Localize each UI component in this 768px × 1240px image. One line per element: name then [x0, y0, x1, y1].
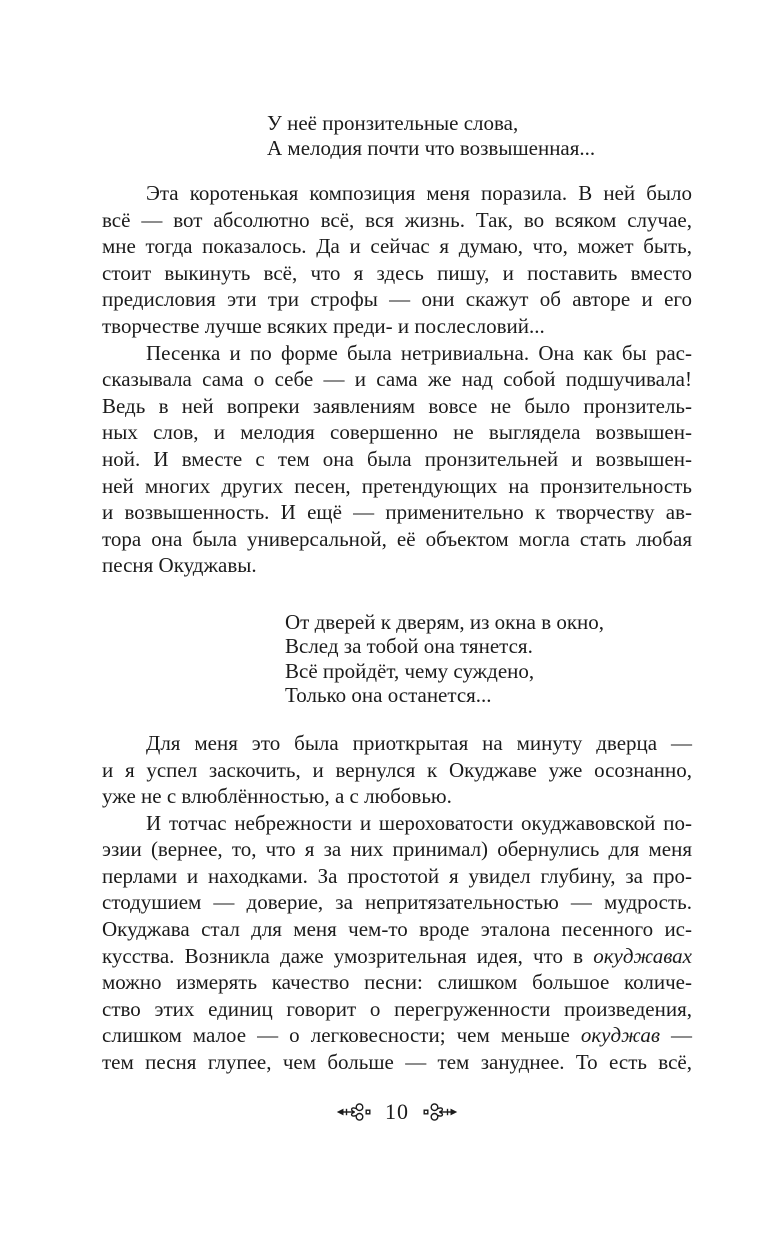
- text-line: перлами и находками. За простотой я увидел глубину, за про-: [102, 863, 692, 888]
- text-line: и возвышенность. И ещё — применительно к творчеству ав-: [102, 500, 692, 525]
- text-line: песня Окуджавы.: [102, 553, 257, 578]
- text-segment: —: [659, 1023, 693, 1048]
- verse-line: Вслед за тобой она тянется.: [285, 634, 533, 659]
- text-line: можно измерять качество песни: слишком большое количе-: [102, 970, 692, 995]
- paragraph-2: [102, 340, 692, 579]
- epigraph-line: А мелодия почти что возвышенная...: [267, 136, 596, 160]
- text-line: Окуджава стал для меня чем-то вроде эталона песенного ис-: [102, 917, 692, 942]
- text-line: ней многих других песен, претендующих на пронзительность: [102, 473, 692, 498]
- verse-line: Только она останется...: [285, 683, 492, 708]
- text-line: сказывала сама о себе — и сама же над собой подшучивала!: [102, 367, 692, 392]
- text-line: творчестве лучше всяких преди- и послесловий...: [102, 313, 545, 338]
- text-line: Ведь в ней вопреки заявлениям вовсе не было пронзитель-: [102, 393, 692, 418]
- text-line: тем песня глупее, чем больше — тем зануднее. То есть всё,: [102, 1050, 692, 1075]
- verse-line: От дверей к дверям, из окна в окно,: [285, 609, 605, 634]
- italic-term: окуджав: [580, 1023, 660, 1048]
- fleuron-right-icon: [422, 1102, 458, 1122]
- verse-line: Всё пройдёт, чему суждено,: [285, 658, 535, 683]
- paragraph-3: [102, 730, 692, 810]
- text-line-with-italic: [102, 943, 692, 970]
- text-line: Эта коротенькая композиция меня поразила. В ней было: [146, 181, 692, 205]
- text-line: предисловия эти три строфы — они скажут об авторе и его: [102, 287, 692, 312]
- text-line: стоит выкинуть всё, что я здесь пишу, и поставить вместо: [102, 260, 692, 285]
- text-line-with-italic: [102, 1022, 692, 1049]
- text-line: ной. И вместе с тем она была пронзительней и возвышен-: [102, 446, 692, 471]
- page-footer: [102, 1101, 692, 1123]
- text-line: Песенка и по форме была нетривиальна. Она как бы рас-: [146, 340, 692, 365]
- text-line: всё — вот абсолютно всё, вся жизнь. Так, во всяком случае,: [102, 207, 692, 232]
- text-line: ных слов, и мелодия совершенно не выглядела возвышен-: [102, 420, 692, 445]
- page-content: [102, 111, 692, 1076]
- text-line: мне тогда показалось. Да и сейчас я думаю, что, может быть,: [102, 234, 692, 259]
- text-line: эзии (вернее, то, что я за них принимал) обернулись для меня: [102, 837, 692, 862]
- epigraph-line: У неё пронзительные слова,: [267, 111, 519, 135]
- text-line: тора она была универсальной, её объектом могла стать любая: [102, 526, 692, 551]
- text-line: И тотчас небрежности и шероховатости окуджавовской по-: [146, 810, 692, 835]
- song-verse: [285, 610, 692, 708]
- paragraph-4: [102, 810, 692, 1076]
- fleuron-left-icon: [336, 1102, 372, 1122]
- text-line: Для меня это была приоткрытая на минуту дверца —: [146, 730, 692, 755]
- text-segment: слишком малое — о легковесности; чем меньше: [102, 1023, 581, 1048]
- text-segment: кусства. Возникла даже умозрительная идея, что в: [102, 943, 594, 968]
- text-line: стодушием — доверие, за непритязательностью — мудрость.: [102, 890, 692, 915]
- paragraph-1: [102, 180, 692, 340]
- text-line: и я успел заскочить, и вернулся к Окуджаве уже осознанно,: [102, 757, 692, 782]
- text-line: ство этих единиц говорит о перегруженности произведения,: [102, 996, 692, 1021]
- page-number: 10: [385, 1099, 409, 1124]
- italic-term: окуджавах: [593, 943, 692, 968]
- epigraph-verse: [267, 111, 692, 161]
- text-line: уже не с влюблённостью, а с любовью.: [102, 784, 452, 809]
